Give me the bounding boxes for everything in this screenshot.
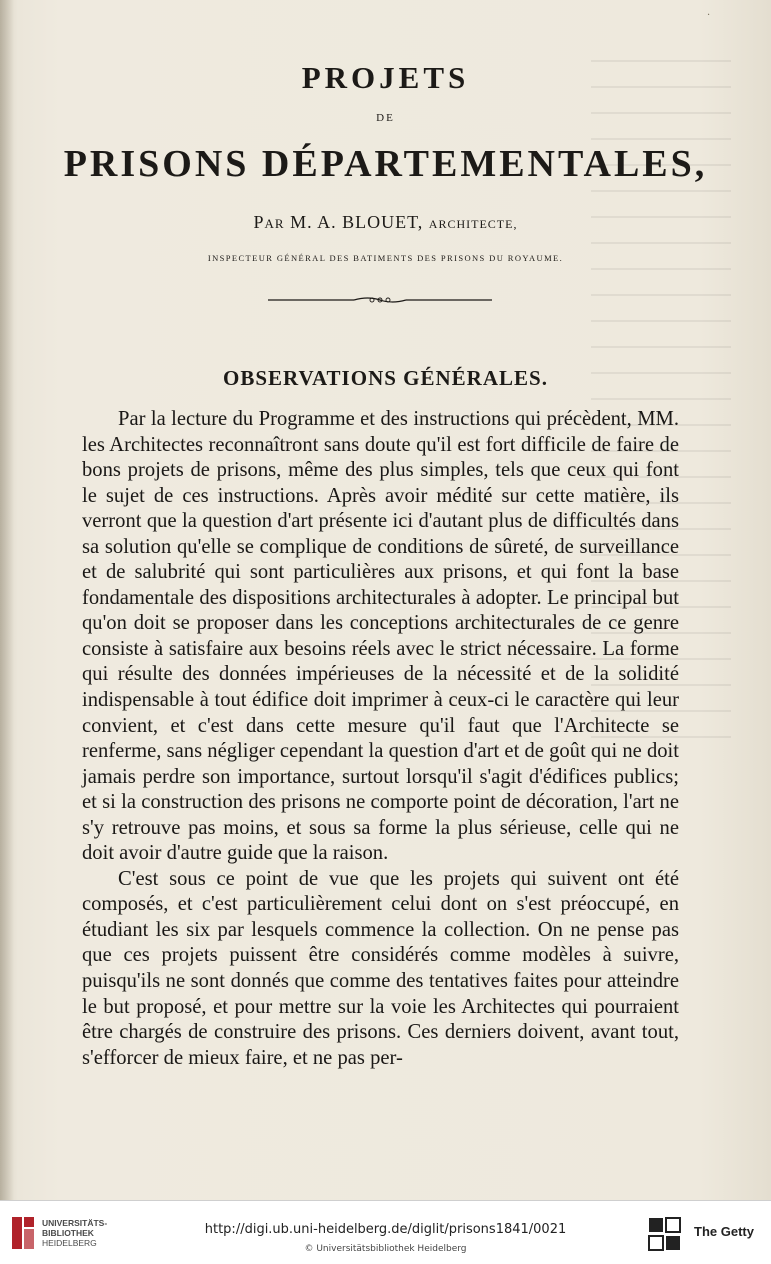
- title-de: DE: [376, 112, 395, 124]
- library-line-3: HEIDELBERG: [42, 1238, 97, 1248]
- copyright-notice: © Universitätsbibliothek Heidelberg: [304, 1244, 467, 1254]
- body-text: [82, 407, 679, 1071]
- permalink-url[interactable]: http://digi.ub.uni-heidelberg.de/diglit/prisons1841/0021: [204, 1222, 567, 1237]
- byline-par: Par: [253, 212, 285, 232]
- library-line-2: BIBLIOTHEK: [42, 1228, 94, 1238]
- section-heading: OBSERVATIONS GÉNÉRALES.: [223, 366, 548, 390]
- inspector-line: INSPECTEUR GÉNÉRAL DES BATIMENTS DES PRISONS DU ROYAUME.: [207, 253, 564, 263]
- getty-logo-icon[interactable]: [648, 1217, 682, 1253]
- paragraph-2: C'est sous ce point de vue que les projets qui suivent ont été composés, et c'est particulièrement celui dont on s'est préoccupé, en étudiant les six par lesquels commence la collection. On ne pense pas que ces projets puissent être considérés comme modèles à suivre, puisqu'ils ne sont donnés que comme des tentatives faites pour atteindre le but proposé, et pour mettre sur la voie les Architectes qui pourraient être chargés de construire des prisons. Ces derniers doivent, avant tout, s'efforcer de mieux faire, et ne pas per-: [82, 867, 679, 1069]
- partner-name[interactable]: The Getty: [694, 1224, 754, 1239]
- byline-name: M. A. BLOUET,: [290, 212, 424, 232]
- ornamental-rule-icon: [268, 294, 492, 306]
- title-projets: PROJETS: [301, 60, 470, 95]
- viewer-footer: [0, 1200, 771, 1264]
- byline: [0, 212, 771, 233]
- byline-role: ARCHITECTE,: [428, 217, 518, 231]
- corner-dot: ·: [707, 10, 711, 21]
- title-prisons: PRISONS DÉPARTEMENTALES,: [63, 143, 708, 185]
- library-line-1: UNIVERSITÄTS-: [42, 1218, 108, 1228]
- paragraph-1: Par la lecture du Programme et des instructions qui précèdent, MM. les Architectes reconnaîtront sans doute qu'il est fort difficile de faire de bons projets de prisons, même des plus simples, tels que ceux qui font le sujet de ces instructions. Après avoir médité sur cette matière, ils verront que la question d'art présente ici d'autant plus de difficultés dans sa solution qu'elle se complique de conditions de sûreté, de surveillance et de salubrité qui sont particulières aux prisons, et qui font la base fondamentale des dispositions architecturales à adopter. Le principal but qu'on doit se proposer dans les conceptions architecturales de ce genre consiste à satisfaire aux besoins réels avec le strict nécessaire. La forme qui résulte des données impérieuses de la nécessité et de la solidité indispensable à tout édifice doit imprimer à ceux-ci le caractère qui leur convient, et c'est dans cette mesure qu'il faut que l'Architecte se renferme, sans négliger cependant la question d'art et de goût qui ne doit jamais perdre son importance, surtout lorsqu'il s'agit d'édifices publics; et si la construction des prisons ne comporte point de décoration, l'art ne s'y retrouve pas moins, et sous sa forme la plus sérieuse, celle qui ne doit avoir d'autre guide que la raison.: [82, 408, 679, 865]
